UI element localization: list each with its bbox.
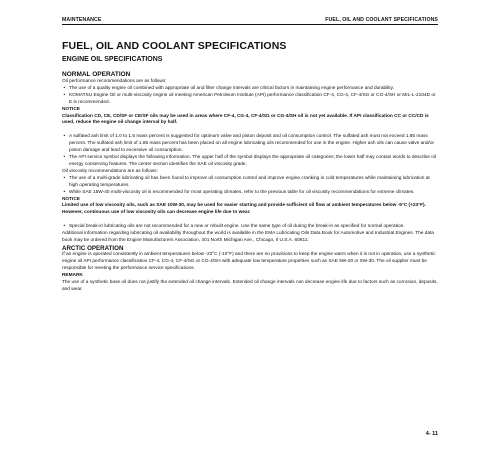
page-number: 4- 11	[425, 431, 438, 437]
remark-label: REMARK	[62, 273, 83, 279]
heading-arctic-operation: ARCTIC OPERATION	[62, 244, 124, 252]
ash-symbol-list	[62, 134, 438, 169]
list-item: • While SAE 15W-40 multi-viscosity oil is recommended for most operating climates, refer to the previous table for oil viscosity recommendations for extreme climates.	[63, 189, 415, 195]
bullet-icon: •	[63, 134, 66, 140]
notice-text: Classification CD, CE, CD/SF or CE/SF oils may be used in areas where CF-4, CG-4, CF-4/SG or CG-4/SH oil is not yet available. If API classification CC or CC/CD is used, reduce the engine oil change interval by half.	[62, 113, 429, 126]
section-subtitle: ENGINE OIL SPECIFICATIONS	[62, 56, 163, 63]
heading-normal-operation: NORMAL OPERATION	[62, 71, 131, 78]
header-section: MAINTENANCE	[62, 17, 102, 23]
break-in-list	[62, 224, 438, 231]
oil-performance-intro: Oil performance recommendations are as follows:	[62, 79, 167, 84]
list-item: • The API service symbol displays the following information. The upper half of the symbol displays the appropriate oil categories; the lower half may contain words to describe oil energy conserving features. The center section identifies the SAE oil viscosity grade.	[63, 155, 436, 167]
list-item: • The use of a quality engine oil combined with appropriate oil and filter change intervals are critical factors in maintaining engine performance and durability.	[63, 85, 394, 91]
running-header	[62, 14, 438, 23]
additional-info: Additional information regarding lubricating oil availability throughout the world is available in the EMA Lubricating Oils Data Book for Automotive and Industrial Engines. The data book may be ordered from the Engine Manufacturers Association, 401 North Michigan Ave., Chicago, Il U.S.A. 60611.	[62, 231, 434, 244]
header-rule	[62, 24, 438, 25]
bullet-icon: •	[63, 189, 66, 195]
bullet-icon: •	[63, 155, 66, 161]
notice-text: Limited use of low viscosity oils, such as SAE 10W-30, may be used for easier starting and provide sufficient oil flow at ambient temperatures below -5°C (+23°F). However, continuous use of low viscosity oils can decrease engine life due to wear.	[62, 203, 426, 216]
bullet-icon: •	[63, 175, 66, 181]
notice-label: NOTICE	[62, 196, 80, 202]
list-item: • Special break-in lubricating oils are not recommended for a new or rebuilt engine. Use the same type of oil during the break-in as specified for normal operation.	[63, 224, 405, 230]
remark-text: The use of a synthetic base oil does not justify the extended oil change intervals. Extended oil change intervals can decrease engine life due to factors such as corrosion, deposits, and wear.	[62, 280, 438, 292]
bullet-icon: •	[63, 224, 66, 230]
arctic-text: If an engine is operated consistently in ambient temperatures below -23°C (-10°F) and there are no provisions to keep the engine warm when it is not in operation, use a synthetic engine oil API performance classification CF-4, CG-4, CF-4/SG or CG-4/SH with adequate low temperature properties such as SAE 5W-20 or 5W-30. The oil supplier must be responsible for meeting the performance service specifications.	[62, 252, 436, 272]
list-item: • KOMATSU Engine Oil or multi-viscosity engine oil meeting American Petroleum Institute (API) performance classification CF-4, CG-4, CF-4/SG or CG-4/SH or MIL-L-2104D or E is recommended.	[63, 92, 436, 105]
oil-performance-list	[62, 86, 438, 107]
page-title: FUEL, OIL AND COOLANT SPECIFICATIONS	[62, 40, 287, 52]
viscosity-list	[62, 176, 438, 197]
bullet-icon: •	[63, 85, 66, 91]
page-body	[62, 71, 438, 294]
notice-label: NOTICE	[62, 106, 80, 112]
header-chapter: FUEL, OIL AND COOLANT SPECIFICATIONS	[325, 17, 438, 23]
list-item: • The use of a multi-grade lubricating oil has been found to improve oil consumption control and improve engine cranking in cold temperatures while maintaining lubrication at high operating temperatures.	[63, 175, 430, 188]
viscosity-intro: Oil viscosity recommendations are as follows:	[62, 168, 158, 174]
bullet-icon: •	[63, 92, 66, 98]
list-item: • A sulfated ash limit of 1.0 to 1.5 mass percent is suggested for optimum valve and piston deposit and oil consumption control. The sulfated ash must not exceed 1.85 mass percent. The sulfated ash limit of 1.85 mass percent has been placed on all engine lubricating oils recommended for use in the engine. Higher ash oils can cause valve and/or piston damage and lead to excessive oil consumption.	[63, 134, 435, 154]
